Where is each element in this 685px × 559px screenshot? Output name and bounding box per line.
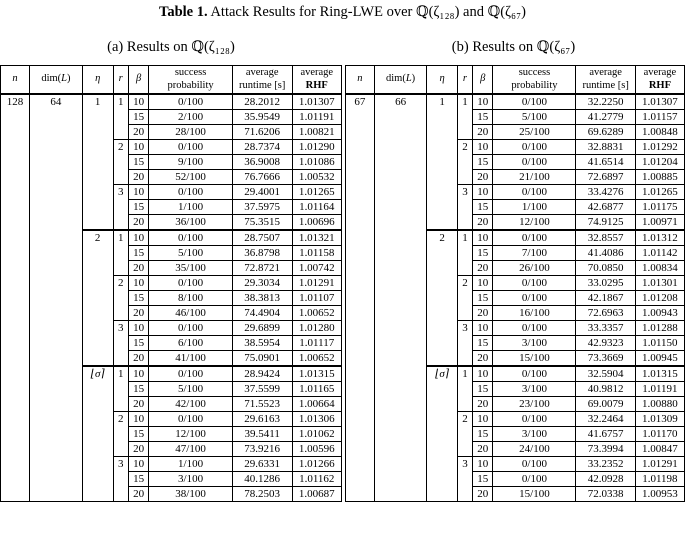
cell-runtime: 41.6514 — [576, 155, 635, 170]
cell-beta: 20 — [128, 125, 148, 140]
cell-runtime: 69.0079 — [576, 397, 635, 412]
cell-n: 67 — [346, 94, 375, 502]
table-header-row — [1, 66, 342, 95]
cell-eta: 2 — [82, 230, 113, 366]
cell-rhf: 1.00848 — [635, 125, 684, 140]
cell-rhf: 1.00652 — [292, 306, 341, 321]
cell-success: 0/100 — [493, 155, 576, 170]
cell-runtime: 71.5523 — [232, 397, 292, 412]
cell-success: 0/100 — [149, 321, 233, 336]
cell-rhf: 1.01150 — [635, 336, 684, 351]
cell-runtime: 42.9323 — [576, 336, 635, 351]
col-header-beta: β — [473, 66, 493, 95]
cell-rhf: 1.01315 — [292, 366, 341, 382]
cell-beta: 10 — [473, 140, 493, 155]
cell-runtime: 29.6331 — [232, 457, 292, 472]
cell-rhf: 1.01062 — [292, 427, 341, 442]
cell-runtime: 42.0928 — [576, 472, 635, 487]
cell-rhf: 1.01291 — [635, 457, 684, 472]
cell-rhf: 1.01117 — [292, 336, 341, 351]
table-a-wrapper — [0, 65, 342, 502]
cell-success: 0/100 — [493, 140, 576, 155]
col-header-dim: dim(L) — [374, 66, 427, 95]
cell-success: 5/100 — [493, 110, 576, 125]
cell-beta: 10 — [128, 185, 148, 200]
cell-beta: 15 — [128, 336, 148, 351]
cell-r: 1 — [457, 366, 472, 412]
results-table-a — [0, 65, 342, 502]
cell-runtime: 72.8721 — [232, 261, 292, 276]
cell-beta: 10 — [473, 185, 493, 200]
cell-beta: 15 — [128, 155, 148, 170]
cell-success: 24/100 — [493, 442, 576, 457]
caption-text: Attack Results for Ring-LWE over ℚ(ζ₁₂₈) and ℚ(ζ₆₇) — [210, 4, 526, 20]
cell-beta: 20 — [128, 261, 148, 276]
cell-beta: 10 — [473, 94, 493, 110]
cell-success: 0/100 — [493, 230, 576, 246]
cell-runtime: 32.8557 — [576, 230, 635, 246]
cell-success: 1/100 — [149, 457, 233, 472]
col-header-beta: β — [128, 66, 148, 95]
cell-r: 3 — [457, 457, 472, 502]
cell-runtime: 29.6899 — [232, 321, 292, 336]
cell-beta: 10 — [128, 457, 148, 472]
cell-beta: 15 — [473, 110, 493, 125]
cell-rhf: 1.01290 — [292, 140, 341, 155]
cell-beta: 20 — [473, 215, 493, 231]
cell-success: 1/100 — [149, 200, 233, 215]
cell-success: 3/100 — [493, 427, 576, 442]
cell-rhf: 1.00847 — [635, 442, 684, 457]
cell-success: 0/100 — [149, 94, 233, 110]
cell-success: 35/100 — [149, 261, 233, 276]
subcaption-a: (a) Results on ℚ(ζ₁₂₈) — [107, 39, 235, 55]
cell-rhf: 1.00652 — [292, 351, 341, 367]
cell-rhf: 1.01164 — [292, 200, 341, 215]
cell-success: 0/100 — [493, 472, 576, 487]
cell-r: 3 — [457, 185, 472, 231]
cell-beta: 20 — [128, 442, 148, 457]
cell-runtime: 32.2250 — [576, 94, 635, 110]
cell-runtime: 33.0295 — [576, 276, 635, 291]
cell-r: 2 — [457, 412, 472, 457]
cell-beta: 20 — [128, 487, 148, 502]
cell-rhf: 1.01306 — [292, 412, 341, 427]
cell-rhf: 1.01162 — [292, 472, 341, 487]
cell-rhf: 1.01280 — [292, 321, 341, 336]
cell-beta: 10 — [128, 140, 148, 155]
cell-rhf: 1.01158 — [292, 246, 341, 261]
cell-runtime: 37.5599 — [232, 382, 292, 397]
cell-runtime: 36.8798 — [232, 246, 292, 261]
cell-beta: 15 — [473, 155, 493, 170]
col-header-r: r — [113, 66, 128, 95]
cell-r: 2 — [113, 412, 128, 457]
cell-rhf: 1.01309 — [635, 412, 684, 427]
cell-rhf: 1.01086 — [292, 155, 341, 170]
cell-beta: 15 — [473, 200, 493, 215]
cell-beta: 10 — [473, 412, 493, 427]
cell-success: 12/100 — [149, 427, 233, 442]
cell-rhf: 1.00742 — [292, 261, 341, 276]
cell-rhf: 1.00664 — [292, 397, 341, 412]
cell-rhf: 1.01301 — [635, 276, 684, 291]
cell-beta: 10 — [128, 230, 148, 246]
cell-success: 36/100 — [149, 215, 233, 231]
cell-r: 3 — [113, 185, 128, 231]
cell-rhf: 1.01321 — [292, 230, 341, 246]
cell-success: 46/100 — [149, 306, 233, 321]
subcaption-b: (b) Results on ℚ(ζ₆₇) — [451, 39, 576, 55]
cell-runtime: 32.2464 — [576, 412, 635, 427]
cell-beta: 10 — [128, 321, 148, 336]
cell-runtime: 38.3813 — [232, 291, 292, 306]
table-row — [346, 94, 685, 110]
cell-beta: 15 — [473, 291, 493, 306]
cell-beta: 20 — [473, 125, 493, 140]
cell-success: 3/100 — [493, 382, 576, 397]
cell-rhf: 1.00943 — [635, 306, 684, 321]
table-header-row — [346, 66, 685, 95]
cell-beta: 20 — [473, 442, 493, 457]
cell-rhf: 1.01204 — [635, 155, 684, 170]
cell-beta: 15 — [128, 291, 148, 306]
cell-beta: 10 — [473, 230, 493, 246]
cell-rhf: 1.01142 — [635, 246, 684, 261]
cell-rhf: 1.01307 — [292, 94, 341, 110]
cell-runtime: 29.4001 — [232, 185, 292, 200]
cell-success: 7/100 — [493, 246, 576, 261]
cell-rhf: 1.01175 — [635, 200, 684, 215]
cell-dim: 64 — [29, 94, 82, 502]
cell-success: 9/100 — [149, 155, 233, 170]
cell-rhf: 1.01265 — [635, 185, 684, 200]
col-header-r: r — [457, 66, 472, 95]
cell-rhf: 1.01307 — [635, 94, 684, 110]
cell-beta: 20 — [473, 351, 493, 367]
cell-rhf: 1.00687 — [292, 487, 341, 502]
cell-success: 12/100 — [493, 215, 576, 231]
cell-eta: 1 — [427, 94, 458, 230]
cell-runtime: 33.3357 — [576, 321, 635, 336]
col-header-eta: η — [82, 66, 113, 95]
cell-runtime: 71.6206 — [232, 125, 292, 140]
cell-runtime: 73.3994 — [576, 442, 635, 457]
cell-beta: 20 — [128, 351, 148, 367]
cell-beta: 20 — [473, 397, 493, 412]
cell-r: 3 — [113, 321, 128, 367]
cell-success: 1/100 — [493, 200, 576, 215]
cell-success: 6/100 — [149, 336, 233, 351]
cell-beta: 15 — [128, 246, 148, 261]
cell-success: 0/100 — [149, 412, 233, 427]
cell-dim: 66 — [374, 94, 427, 502]
cell-success: 0/100 — [493, 291, 576, 306]
cell-runtime: 75.0901 — [232, 351, 292, 367]
cell-beta: 10 — [473, 457, 493, 472]
cell-beta: 20 — [473, 261, 493, 276]
cell-runtime: 74.9125 — [576, 215, 635, 231]
cell-rhf: 1.01191 — [635, 382, 684, 397]
col-header-n: n — [346, 66, 375, 95]
cell-beta: 15 — [473, 382, 493, 397]
cell-runtime: 28.9424 — [232, 366, 292, 382]
cell-rhf: 1.01265 — [292, 185, 341, 200]
cell-beta: 15 — [128, 472, 148, 487]
cell-success: 52/100 — [149, 170, 233, 185]
cell-rhf: 1.00945 — [635, 351, 684, 367]
cell-runtime: 76.7666 — [232, 170, 292, 185]
results-table-b — [345, 65, 685, 502]
cell-eta: 1 — [82, 94, 113, 230]
cell-runtime: 73.3669 — [576, 351, 635, 367]
cell-runtime: 72.6963 — [576, 306, 635, 321]
col-header-eta: η — [427, 66, 458, 95]
cell-success: 8/100 — [149, 291, 233, 306]
cell-success: 15/100 — [493, 351, 576, 367]
cell-rhf: 1.01191 — [292, 110, 341, 125]
cell-runtime: 72.6897 — [576, 170, 635, 185]
col-header-dim: dim(L) — [29, 66, 82, 95]
cell-runtime: 32.5904 — [576, 366, 635, 382]
cell-rhf: 1.01315 — [635, 366, 684, 382]
cell-success: 5/100 — [149, 382, 233, 397]
cell-success: 42/100 — [149, 397, 233, 412]
table-caption — [0, 2, 685, 22]
cell-runtime: 28.7507 — [232, 230, 292, 246]
cell-success: 16/100 — [493, 306, 576, 321]
cell-success: 47/100 — [149, 442, 233, 457]
cell-success: 25/100 — [493, 125, 576, 140]
cell-success: 38/100 — [149, 487, 233, 502]
cell-beta: 15 — [473, 472, 493, 487]
cell-success: 3/100 — [493, 336, 576, 351]
cell-eta: ⌊σ⌉ — [427, 366, 458, 502]
cell-r: 2 — [457, 276, 472, 321]
cell-runtime: 73.9216 — [232, 442, 292, 457]
cell-beta: 20 — [473, 306, 493, 321]
cell-runtime: 28.7374 — [232, 140, 292, 155]
cell-beta: 15 — [473, 427, 493, 442]
cell-success: 0/100 — [493, 276, 576, 291]
cell-rhf: 1.01107 — [292, 291, 341, 306]
cell-rhf: 1.01292 — [635, 140, 684, 155]
cell-beta: 10 — [128, 276, 148, 291]
cell-n: 128 — [1, 94, 30, 502]
cell-beta: 15 — [128, 427, 148, 442]
cell-runtime: 33.2352 — [576, 457, 635, 472]
cell-eta: 2 — [427, 230, 458, 366]
cell-rhf: 1.00596 — [292, 442, 341, 457]
cell-success: 0/100 — [493, 185, 576, 200]
col-header-success: success probability — [149, 66, 233, 95]
cell-r: 3 — [113, 457, 128, 502]
cell-success: 15/100 — [493, 487, 576, 502]
cell-success: 5/100 — [149, 246, 233, 261]
cell-beta: 20 — [128, 397, 148, 412]
cell-beta: 15 — [128, 110, 148, 125]
cell-runtime: 32.8831 — [576, 140, 635, 155]
cell-beta: 10 — [128, 366, 148, 382]
subcaption-row — [0, 38, 685, 57]
cell-runtime: 70.0850 — [576, 261, 635, 276]
cell-rhf: 1.01291 — [292, 276, 341, 291]
cell-runtime: 40.1286 — [232, 472, 292, 487]
tables-container — [0, 65, 685, 502]
cell-beta: 15 — [128, 382, 148, 397]
cell-success: 23/100 — [493, 397, 576, 412]
col-header-rhf: average RHF — [292, 66, 341, 95]
cell-success: 0/100 — [493, 366, 576, 382]
cell-runtime: 41.2779 — [576, 110, 635, 125]
cell-beta: 15 — [473, 246, 493, 261]
table-b-wrapper — [342, 65, 685, 502]
cell-beta: 10 — [128, 94, 148, 110]
table-row — [1, 94, 342, 110]
col-header-n: n — [1, 66, 30, 95]
cell-rhf: 1.00885 — [635, 170, 684, 185]
cell-r: 2 — [457, 140, 472, 185]
cell-runtime: 69.6289 — [576, 125, 635, 140]
cell-success: 0/100 — [493, 457, 576, 472]
cell-runtime: 41.4086 — [576, 246, 635, 261]
cell-beta: 10 — [473, 321, 493, 336]
cell-runtime: 41.6757 — [576, 427, 635, 442]
col-header-runtime: average runtime [s] — [576, 66, 635, 95]
cell-success: 0/100 — [149, 230, 233, 246]
cell-runtime: 38.5954 — [232, 336, 292, 351]
cell-runtime: 36.9008 — [232, 155, 292, 170]
cell-success: 26/100 — [493, 261, 576, 276]
cell-beta: 10 — [128, 412, 148, 427]
cell-eta: ⌊σ⌉ — [82, 366, 113, 502]
cell-beta: 15 — [473, 336, 493, 351]
cell-success: 3/100 — [149, 472, 233, 487]
cell-success: 0/100 — [493, 412, 576, 427]
cell-runtime: 33.4276 — [576, 185, 635, 200]
cell-beta: 20 — [473, 170, 493, 185]
cell-rhf: 1.01208 — [635, 291, 684, 306]
cell-r: 1 — [457, 94, 472, 140]
cell-runtime: 35.9549 — [232, 110, 292, 125]
cell-rhf: 1.01157 — [635, 110, 684, 125]
cell-runtime: 40.9812 — [576, 382, 635, 397]
cell-r: 1 — [113, 230, 128, 276]
cell-beta: 20 — [473, 487, 493, 502]
cell-success: 41/100 — [149, 351, 233, 367]
cell-success: 0/100 — [149, 366, 233, 382]
cell-success: 2/100 — [149, 110, 233, 125]
cell-r: 1 — [113, 94, 128, 140]
cell-rhf: 1.00880 — [635, 397, 684, 412]
cell-rhf: 1.00696 — [292, 215, 341, 231]
cell-r: 2 — [113, 140, 128, 185]
cell-runtime: 78.2503 — [232, 487, 292, 502]
cell-runtime: 28.2012 — [232, 94, 292, 110]
cell-rhf: 1.01288 — [635, 321, 684, 336]
col-header-runtime: average runtime [s] — [232, 66, 292, 95]
cell-r: 3 — [457, 321, 472, 367]
cell-success: 0/100 — [493, 321, 576, 336]
caption-label: Table 1. — [159, 4, 208, 20]
cell-rhf: 1.01266 — [292, 457, 341, 472]
cell-success: 0/100 — [149, 140, 233, 155]
cell-rhf: 1.00821 — [292, 125, 341, 140]
cell-runtime: 29.3034 — [232, 276, 292, 291]
cell-runtime: 74.4904 — [232, 306, 292, 321]
cell-success: 0/100 — [149, 185, 233, 200]
cell-runtime: 29.6163 — [232, 412, 292, 427]
cell-r: 2 — [113, 276, 128, 321]
cell-runtime: 75.3515 — [232, 215, 292, 231]
cell-success: 0/100 — [493, 94, 576, 110]
cell-success: 28/100 — [149, 125, 233, 140]
cell-rhf: 1.00971 — [635, 215, 684, 231]
cell-runtime: 42.6877 — [576, 200, 635, 215]
col-header-rhf: average RHF — [635, 66, 684, 95]
cell-rhf: 1.01165 — [292, 382, 341, 397]
cell-runtime: 37.5975 — [232, 200, 292, 215]
cell-beta: 20 — [128, 215, 148, 231]
cell-rhf: 1.01198 — [635, 472, 684, 487]
cell-beta: 15 — [128, 200, 148, 215]
cell-runtime: 42.1867 — [576, 291, 635, 306]
cell-r: 1 — [457, 230, 472, 276]
cell-rhf: 1.00834 — [635, 261, 684, 276]
cell-beta: 20 — [128, 170, 148, 185]
cell-beta: 10 — [473, 276, 493, 291]
cell-success: 0/100 — [149, 276, 233, 291]
cell-runtime: 39.5411 — [232, 427, 292, 442]
cell-rhf: 1.00953 — [635, 487, 684, 502]
cell-beta: 10 — [473, 366, 493, 382]
cell-runtime: 72.0338 — [576, 487, 635, 502]
cell-beta: 20 — [128, 306, 148, 321]
cell-r: 1 — [113, 366, 128, 412]
col-header-success: success probability — [493, 66, 576, 95]
cell-success: 21/100 — [493, 170, 576, 185]
cell-rhf: 1.01312 — [635, 230, 684, 246]
cell-rhf: 1.00532 — [292, 170, 341, 185]
cell-rhf: 1.01170 — [635, 427, 684, 442]
